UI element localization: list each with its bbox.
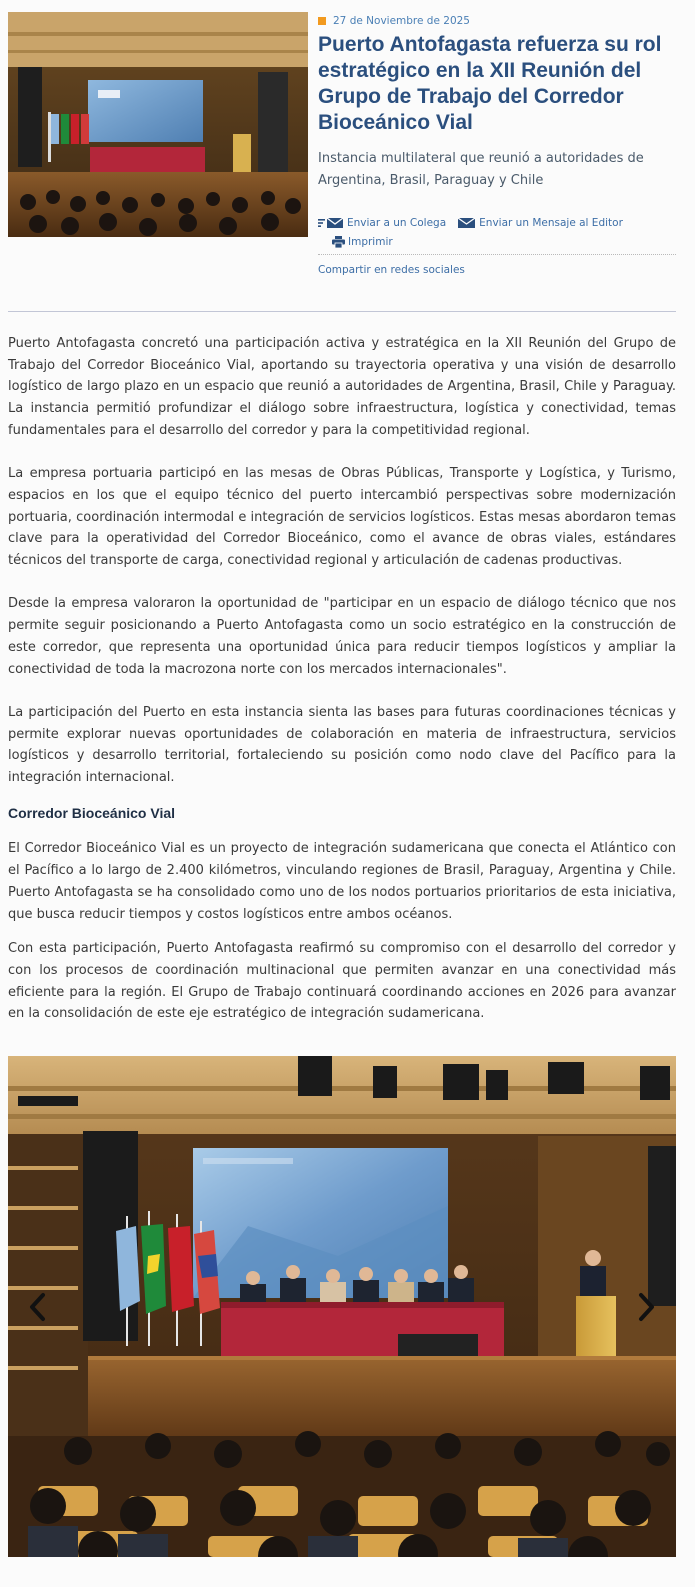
chevron-left-icon	[27, 1292, 47, 1322]
paragraph-2: La empresa portuaria participó en las mesas de Obras Públicas, Transporte y Logística, y Turismo, espacios en los que el equipo técnico del puerto intercambió perspectivas sobre modernización portuaria, coordinación intermodal e integración de servicios logísticos. Estas mesas abordaron temas clave para la operatividad del Corredor Bioceánico, como el avance de obras viales, estándares técnicos del transporte de carga, conectividad regional y articulación de cadenas productivas.	[8, 466, 676, 569]
conference-photo-thumbnail	[8, 12, 308, 237]
paragraph-4: La participación del Puerto en esta instancia sienta las bases para futuras coordinaciones técnicas y permite explorar nuevas oportunidades de colaboración en materia de infraestructura, servicios logísticos y desarrollo territorial, fortaleciendo su posición como nodo clave del Pacífico para la integración internacional.	[8, 704, 676, 786]
carousel-next-button[interactable]	[632, 1282, 662, 1332]
printer-icon	[332, 236, 345, 248]
article-subtitle: Instancia multilateral que reunió a autoridades de Argentina, Brasil, Paraguay y Chile	[318, 151, 644, 188]
article-body	[8, 333, 676, 1025]
paragraph-5: El Corredor Bioceánico Vial es un proyecto de integración sudamericana que conecta el Atlántico con el Pacífico a lo largo de 2.400 kilómetros, vinculando regiones de Brasil, Paraguay, Argentina y Chile. Puerto Antofagasta se ha consolidado como uno de los nodos portuarios prioritarios de esta iniciativa, que busca reducir tiempos y costos logísticos entre ambos océanos.	[8, 841, 676, 922]
envelope-icon	[458, 217, 476, 229]
section-subheading: Corredor Bioceánico Vial	[8, 804, 176, 821]
send-to-colleague-link[interactable]	[318, 217, 446, 229]
header-separator	[8, 311, 676, 312]
send-to-editor-link[interactable]	[458, 217, 623, 229]
carousel-prev-button[interactable]	[22, 1282, 52, 1332]
print-label: Imprimir	[348, 236, 393, 248]
print-link[interactable]	[332, 236, 393, 248]
photo-carousel	[8, 1056, 676, 1557]
date-marker-icon	[318, 17, 326, 25]
article-actions	[318, 214, 678, 276]
paragraph-3: Desde la empresa valoraron la oportunidad de "participar en un espacio de diálogo técnico que nos permite seguir posicionando a Puerto Antofagasta como un socio estratégico en la construcción de este corredor, que representa una oportunidad única para reducir tiempos logísticos y ampliar la conectividad de toda la macrozona norte con los mercados internacionales".	[8, 596, 676, 677]
print-row	[318, 232, 678, 252]
paragraph-1: Puerto Antofagasta concretó una participación activa y estratégica en la XII Reunión del Grupo de Trabajo del Corredor Bioceánico Vial, aportando su trayectoria operativa y una visión de desarrollo logístico de largo plazo en un espacio que reunió a autoridades de Argentina, Brasil, Chile y Paraguay. La instancia permitió profundizar el diálogo sobre infraestructura, logística y conectividad, temas fundamentales para el desarrollo del corredor y para la competitividad regional.	[8, 336, 676, 438]
paragraph-6: Con esta participación, Puerto Antofagasta reafirmó su compromiso con el desarrollo del corredor y con los procesos de coordinación multinacional que permiten avanzar en una conectividad más eficiente para la región. El Grupo de Trabajo continuará coordinando acciones en 2026 para avanzar en la consolidación de este eje estratégico de integración sudamericana.	[8, 941, 676, 1022]
send-to-colleague-label: Enviar a un Colega	[347, 217, 447, 229]
article-title: Puerto Antofagasta refuerza su rol estratégico en la XII Reunión del Grupo de Trabajo del Corredor Bioceánico Vial	[318, 33, 662, 134]
article-date: 27 de Noviembre de 2025	[333, 15, 470, 27]
actions-divider	[318, 254, 676, 255]
chevron-right-icon	[637, 1292, 657, 1322]
actions-row	[318, 214, 678, 232]
conference-photo	[8, 1056, 676, 1557]
send-to-editor-label: Enviar un Mensaje al Editor	[479, 217, 623, 229]
share-social-link[interactable]: Compartir en redes sociales	[318, 264, 465, 276]
article-header	[318, 12, 678, 276]
article-thumbnail	[8, 12, 308, 237]
email-list-icon	[318, 217, 344, 229]
date-row	[318, 12, 678, 30]
